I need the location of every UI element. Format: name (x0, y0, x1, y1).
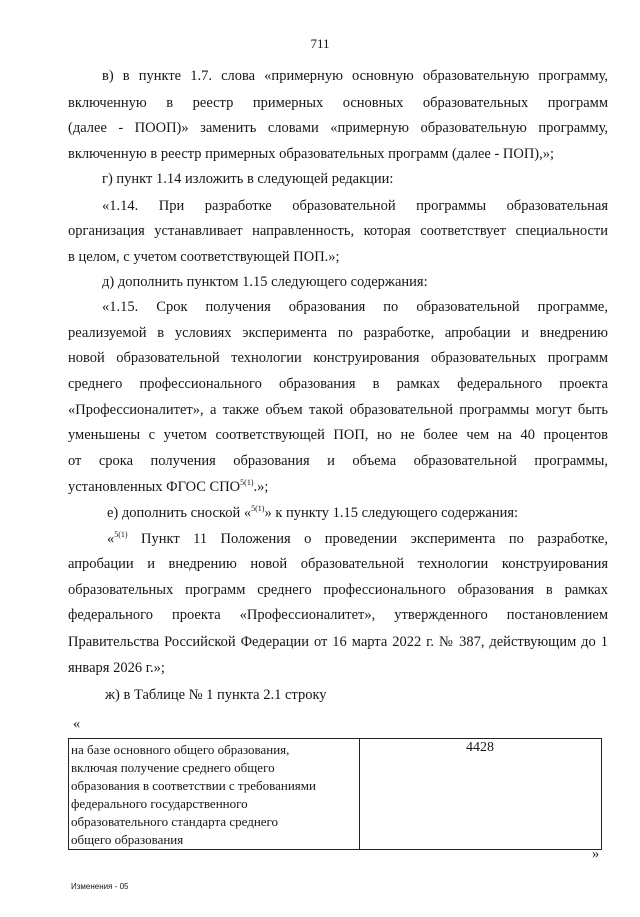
table-cell-line: общего образования (71, 832, 184, 847)
paragraph-line: от срока получения образования и объема образовательной программы, (68, 453, 608, 469)
line-text: установленных ФГОС СПО (68, 479, 241, 495)
paragraph-line: (далее - ПООП)» заменить словами «примерную образовательную программу, (68, 120, 608, 136)
paragraph-line: новой образовательной технологии конструирования образовательных программ (68, 350, 608, 366)
footnote-marker: 5(1) (240, 478, 254, 487)
paragraph-line: д) дополнить пунктом 1.15 следующего содержания: (102, 274, 428, 290)
paragraph-line: включенную в реестр примерных основных образовательных программ (68, 95, 608, 111)
paragraph-line: «1.14. При разработке образовательной программы образовательная (102, 198, 608, 214)
paragraph-line: среднего профессионального образования в рамках федерального проекта (68, 376, 608, 392)
paragraph-line: в целом, с учетом соответствующей ПОП.»; (68, 249, 340, 265)
paragraph-line: в) в пункте 1.7. слова «примерную основную образовательную программу, (102, 68, 608, 84)
line-text: Пункт 11 Положения о проведении эксперимента по разработке, (127, 531, 608, 547)
line-text: » к пункту 1.15 следующего содержания: (264, 505, 519, 521)
paragraph-line: образовательных программ среднего профессионального образования в рамках (68, 582, 608, 598)
footer-note: Изменения - 05 (71, 882, 129, 891)
line-text: « (107, 531, 115, 547)
paragraph-line: включенную в реестр примерных образовательных программ (далее - ПОП),»; (68, 146, 555, 162)
paragraph-line (107, 504, 518, 522)
table-value: 4428 (466, 740, 494, 755)
paragraph-line: апробации и внедрению новой образовательной технологии конструирования (68, 556, 608, 572)
opening-quote: « (73, 716, 81, 732)
paragraph-line: федерального проекта «Профессионалитет», утвержденного постановлением (68, 607, 608, 623)
table-cell-line: федерального государственного (71, 796, 248, 811)
paragraph-line: организация устанавливает направленность, которая соответствует специальности (68, 223, 608, 239)
table-cell-line: образования в соответствии с требованиями (71, 778, 316, 793)
paragraph-line (68, 530, 608, 548)
footnote-marker: 5(1) (114, 530, 128, 539)
paragraph-line: реализуемой в условиях эксперимента по разработке, апробации и внедрению (68, 325, 608, 341)
paragraph-line: Правительства Российской Федерации от 16 марта 2022 г. № 387, действующим до 1 (68, 634, 608, 650)
paragraph-line: «Профессионалитет», а также объем такой образовательной программы могут быть (68, 402, 608, 418)
paragraph-line (68, 478, 268, 496)
line-text: е) дополнить сноской « (107, 505, 252, 521)
paragraph-line: ж) в Таблице № 1 пункта 2.1 строку (105, 687, 327, 703)
paragraph-line: г) пункт 1.14 изложить в следующей редакции: (102, 171, 394, 187)
page-number: 711 (310, 36, 330, 51)
table-cell-line: образовательного стандарта среднего (71, 814, 279, 829)
footnote-marker: 5(1) (251, 504, 265, 513)
paragraph-line: «1.15. Срок получения образования по образовательной программе, (102, 299, 608, 315)
table-cell-line: включая получение среднего общего (71, 760, 275, 775)
paragraph-line: уменьшены с учетом соответствующей ПОП, но не более чем на 40 процентов (68, 427, 608, 443)
paragraph-line: января 2026 г.»; (68, 660, 165, 676)
closing-quote: » (592, 846, 600, 862)
table-cell-line: на базе основного общего образования, (71, 742, 290, 757)
data-table (68, 738, 602, 850)
line-text: .»; (253, 479, 269, 495)
